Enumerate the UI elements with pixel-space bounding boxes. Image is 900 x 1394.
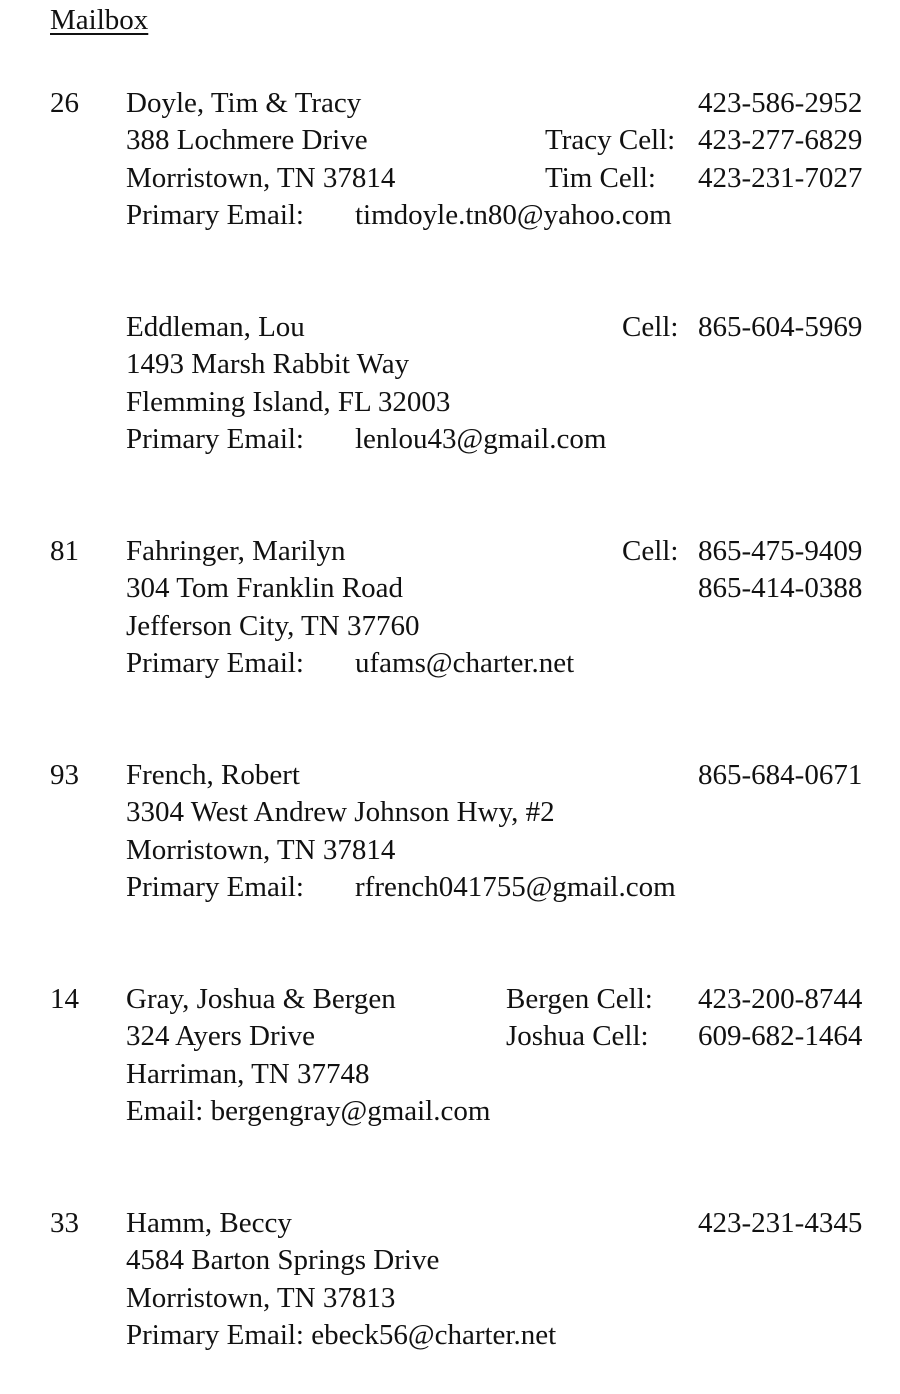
city-state-zip: Harriman, TN 37748 (126, 1058, 370, 1090)
resident-name: Doyle, Tim & Tracy (126, 87, 362, 119)
email-address[interactable]: bergengray@gmail.com (210, 1095, 491, 1127)
phone-label: Tracy Cell: (545, 124, 676, 156)
email-line (126, 869, 676, 906)
directory-entry (0, 309, 900, 469)
mailbox-number: 14 (50, 983, 79, 1015)
email-line (126, 1093, 490, 1130)
city-state-zip: Morristown, TN 37814 (126, 834, 396, 866)
email-line (126, 645, 574, 682)
street-address: 1493 Marsh Rabbit Way (126, 348, 410, 380)
email-address[interactable]: lenlou43@gmail.com (355, 423, 607, 455)
email-line (126, 1317, 556, 1354)
phone-label: Bergen Cell: (506, 983, 653, 1015)
directory-entry (0, 757, 900, 917)
street-address: 304 Tom Franklin Road (126, 572, 403, 604)
phone-number: 865-475-9409 (698, 535, 863, 567)
phone-number: 423-231-7027 (698, 162, 863, 194)
email-line (126, 197, 672, 234)
phone-number: 423-231-4345 (698, 1207, 863, 1239)
phone-number: 865-684-0671 (698, 759, 863, 791)
email-label: Primary Email: (126, 423, 304, 455)
email-label: Primary Email: (126, 871, 304, 903)
resident-name: Gray, Joshua & Bergen (126, 983, 396, 1015)
email-address[interactable]: ebeck56@charter.net (311, 1319, 557, 1351)
phone-number: 865-604-5969 (698, 311, 863, 343)
phone-label: Cell: (622, 535, 679, 567)
directory-entry (0, 533, 900, 693)
phone-number: 423-586-2952 (698, 87, 863, 119)
phone-label: Joshua Cell: (506, 1020, 649, 1052)
city-state-zip: Morristown, TN 37814 (126, 162, 396, 194)
directory-entry (0, 1205, 900, 1365)
email-label: Primary Email: (126, 1319, 304, 1351)
city-state-zip: Jefferson City, TN 37760 (126, 610, 420, 642)
email-address[interactable]: timdoyle.tn80@yahoo.com (355, 199, 672, 231)
email-address[interactable]: ufams@charter.net (355, 647, 575, 679)
phone-label: Cell: (622, 311, 679, 343)
city-state-zip: Flemming Island, FL 32003 (126, 386, 451, 418)
phone-number: 423-277-6829 (698, 124, 863, 156)
resident-name: Fahringer, Marilyn (126, 535, 346, 567)
page-header-mailbox: Mailbox (50, 4, 149, 36)
directory-entry (0, 85, 900, 245)
phone-number: 865-414-0388 (698, 572, 863, 604)
resident-name: French, Robert (126, 759, 300, 791)
email-label: Primary Email: (126, 647, 304, 679)
city-state-zip: Morristown, TN 37813 (126, 1282, 396, 1314)
resident-name: Eddleman, Lou (126, 311, 305, 343)
mailbox-number: 81 (50, 535, 79, 567)
phone-label: Tim Cell: (545, 162, 656, 194)
phone-number: 423-200-8744 (698, 983, 863, 1015)
email-address[interactable]: rfrench041755@gmail.com (355, 871, 676, 903)
email-label: Email: (126, 1095, 204, 1127)
email-label: Primary Email: (126, 199, 304, 231)
street-address: 4584 Barton Springs Drive (126, 1244, 440, 1276)
mailbox-number: 33 (50, 1207, 79, 1239)
directory-entry (0, 981, 900, 1141)
street-address: 388 Lochmere Drive (126, 124, 368, 156)
email-line (126, 421, 606, 458)
mailbox-number: 26 (50, 87, 79, 119)
resident-name: Hamm, Beccy (126, 1207, 292, 1239)
street-address: 324 Ayers Drive (126, 1020, 316, 1052)
phone-number: 609-682-1464 (698, 1020, 863, 1052)
mailbox-number: 93 (50, 759, 79, 791)
street-address: 3304 West Andrew Johnson Hwy, #2 (126, 796, 555, 828)
